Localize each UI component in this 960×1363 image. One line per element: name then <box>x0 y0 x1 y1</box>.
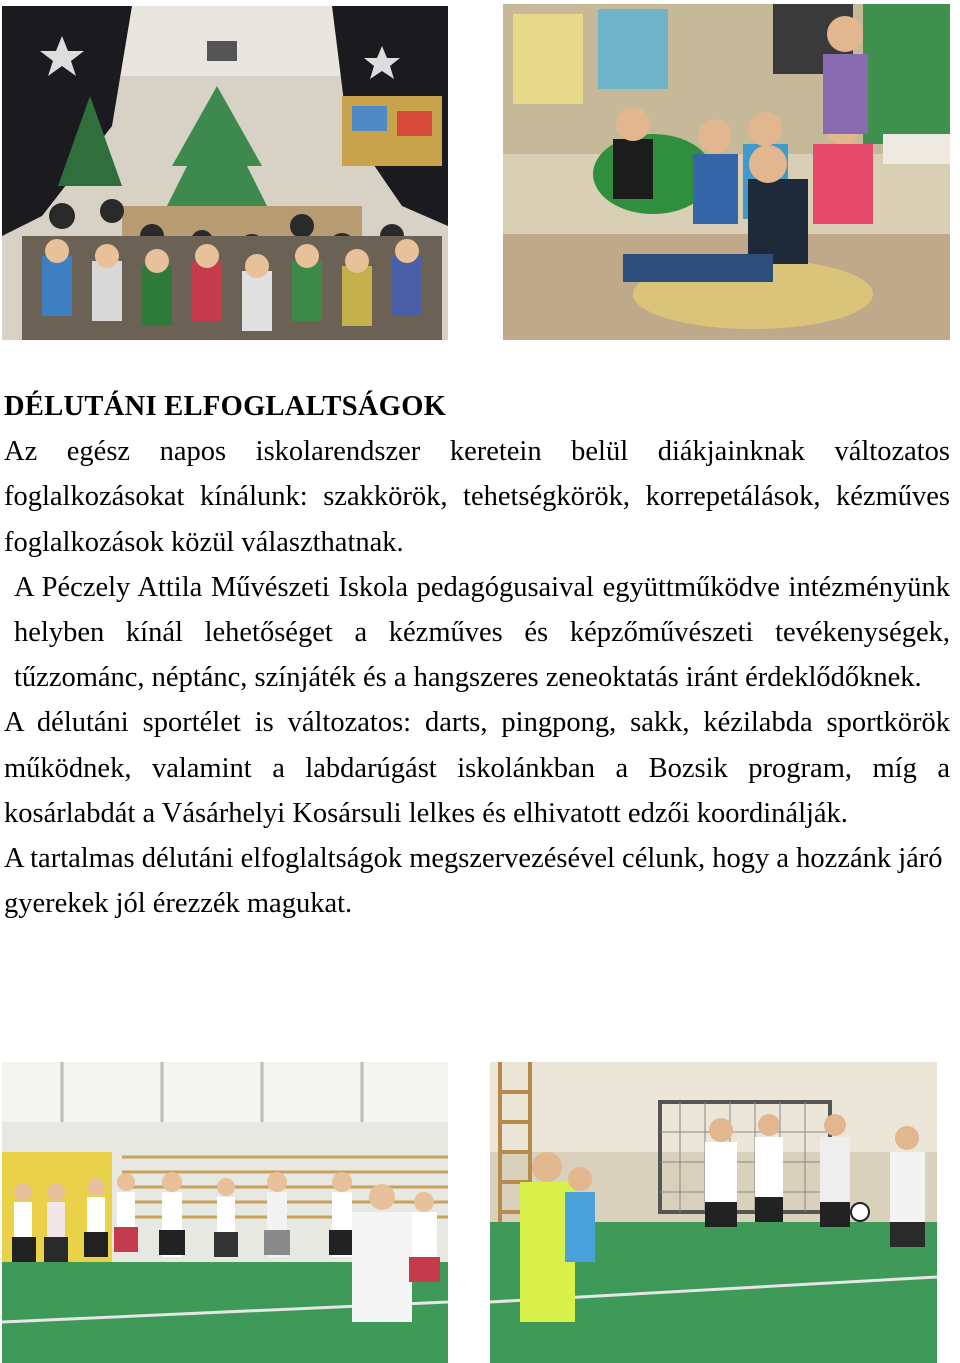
photo-folk-dance-gym <box>2 1062 448 1363</box>
article-title: DÉLUTÁNI ELFOGLALTSÁGOK <box>4 391 447 422</box>
paragraph-art-school: A Péczely Attila Művészeti Iskola pedagógusaival együttműködve intézményünk helyben kínál lehetőséget a kézműves és képzőművészeti tevékenységek, tűzzománc, néptánc, színjáték és a hangszeres zeneoktatás iránt érdeklődőknek. <box>14 571 950 694</box>
photo-football-gym <box>490 1062 937 1363</box>
paragraph-sports: A délutáni sportélet is változatos: darts, pingpong, sakk, kézilabda sportkörök működnek, valamint a labdarúgást iskolánkban a Bozsik program, míg a kosárlabdát a Vásárhelyi Kosársuli lelkes és elhivatott edzői koordinálják. <box>4 707 950 829</box>
paragraph-goal: A tartalmas délutáni elfoglaltságok megszervezésével célunk, hogy a hozzánk járó gyerekek jól érezzék magukat. <box>4 843 943 920</box>
paragraph-intro: Az egész napos iskolarendszer keretein belül diákjainknak változatos foglalkozásokat kínálunk: szakkörök, tehetségkörök, korrepetálások, kézműves foglalkozások közül választhatnak. <box>4 436 950 558</box>
article <box>4 384 950 926</box>
photo-children-beanbags <box>503 4 950 340</box>
photo-christmas-performance <box>2 6 448 340</box>
